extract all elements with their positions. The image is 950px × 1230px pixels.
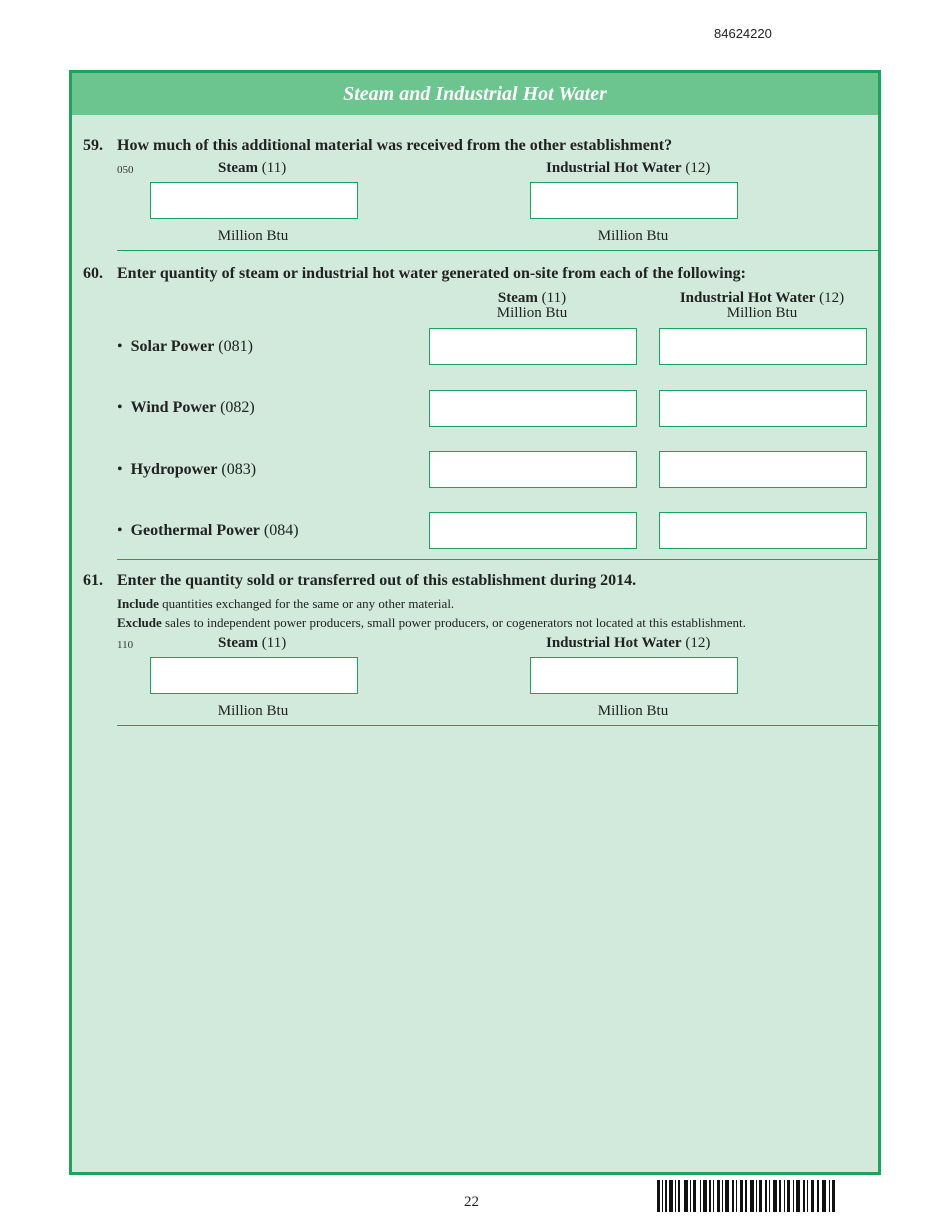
q61-exclude-note: Exclude sales to independent power producers, small power producers, or cogenerators not located at this establishment. [117,615,746,630]
q59-water-input[interactable] [530,182,738,219]
q60-text: Enter quantity of steam or industrial hot water generated on-site from each of the following: [117,265,746,282]
q61-water-input[interactable] [530,657,738,694]
section-header [72,73,878,115]
solar-steam-input[interactable] [429,328,637,365]
geothermal-steam-input[interactable] [429,512,637,549]
solar-water-input[interactable] [659,328,867,365]
q61-water-header: Industrial Hot Water (12) [546,635,711,651]
q61-steam-unit: Million Btu [217,703,289,719]
q60-row-label: • Solar Power (081) [117,338,253,355]
q60-water-header: Industrial Hot Water (12) [679,290,845,306]
q60-number: 60. [83,265,103,282]
section-title: Steam and Industrial Hot Water [343,83,607,105]
q59-water-unit: Million Btu [597,228,669,244]
q60-row-label: • Hydropower (083) [117,461,257,478]
q61-steam-header: Steam (11) [218,635,287,651]
q59-text: How much of this additional material was received from the other establishment? [117,137,673,154]
q59-steam-unit: Million Btu [217,228,289,244]
wind-water-input[interactable] [659,390,867,427]
divider [117,250,878,251]
geothermal-water-input[interactable] [659,512,867,549]
q61-code: 110 [117,639,134,651]
q61-include-note: Include quantities exchanged for the same or any other material. [117,596,455,611]
barcode [657,1180,837,1212]
q61-steam-input[interactable] [150,657,358,694]
q59-code: 050 [117,164,134,176]
q60-row-label: • Geothermal Power (084) [117,522,299,539]
wind-steam-input[interactable] [429,390,637,427]
q60-water-unit: Million Btu [726,305,798,321]
q59-steam-header: Steam (11) [218,160,287,176]
hydro-water-input[interactable] [659,451,867,488]
form-id: 84624220 [714,26,772,41]
q60-steam-header: Steam (11) [497,290,567,306]
q60-row-label: • Wind Power (082) [117,399,255,416]
q61-text: Enter the quantity sold or transferred out of this establishment during 2014. [117,572,637,589]
q59-number: 59. [83,137,103,154]
q61-water-unit: Million Btu [597,703,669,719]
page-number: 22 [464,1194,479,1210]
q59-water-header: Industrial Hot Water (12) [546,160,711,176]
q59-steam-input[interactable] [150,182,358,219]
section-panel [69,70,881,1175]
q61-number: 61. [83,572,103,589]
divider [117,725,878,726]
hydro-steam-input[interactable] [429,451,637,488]
q60-steam-unit: Million Btu [496,305,568,321]
divider [117,559,878,560]
